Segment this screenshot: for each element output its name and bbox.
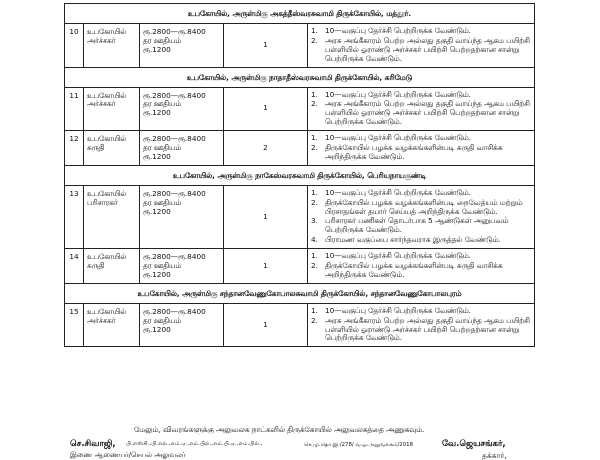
qualification-item: [311, 317, 530, 344]
qualification-number: 1.: [311, 187, 318, 197]
post-name-line: அர்ச்சகர்: [87, 99, 116, 109]
qualification-number: 1.: [311, 251, 318, 261]
qualification-item: [311, 27, 530, 36]
qualification-number: 3.: [311, 216, 318, 226]
temple-name: உபகோயில், அருள்மிகு சந்தானவேணுகோபாலசுவாமி திருக்கோயில், சந்தானவேணுகோபாலபுரம்: [65, 283, 535, 303]
pay-scale-line: ரூ.1200: [143, 206, 171, 216]
qualification-number: 1.: [311, 133, 318, 143]
serial-number: 13: [65, 185, 84, 248]
vacancy-count: 1: [224, 249, 308, 284]
qualification-number: 2.: [311, 315, 318, 325]
pay-scale-line: ரூ.1200: [143, 151, 171, 161]
qualification-text: 10—வகுப்பு தேர்ச்சி பெற்றிருக்க வேண்டும்.: [325, 305, 471, 315]
vacancy-row: [65, 185, 535, 248]
qualification-item: [311, 307, 530, 316]
vacancy-row: [65, 303, 535, 347]
pay-scale-line: ரூ.1200: [143, 269, 171, 279]
qualification-number: 4.: [311, 235, 318, 245]
post-name: [84, 303, 140, 347]
qualification-text: அரசு அங்கீகாரம் பெற்ற அல்லது தகுதி வாய்ந்த ஆகம பயிற்சி பள்ளியில் ஓராண்டு அர்ச்சகர் பயிற்சி பெற்றதற்கான சான்று பெற்றிருக்க வேண்டும்.: [325, 35, 530, 63]
pay-scale-line: ரூ.1200: [143, 108, 171, 118]
qualification-item: [311, 37, 530, 64]
temple-header-row: [65, 67, 535, 87]
pay-scale-line: ரூ.2800—ரூ.8400: [143, 134, 206, 144]
qualification-number: 2.: [311, 99, 318, 109]
serial-number: 11: [65, 87, 84, 131]
qualification-number: 2.: [311, 35, 318, 45]
pay-scale: [140, 131, 224, 166]
signatory-left-title: இணை ஆணையர்/செயல் அலுவலர்: [70, 451, 186, 459]
qualification-number: 1.: [311, 305, 318, 315]
temple-header-row: [65, 283, 535, 303]
qualification-text: திருக்கோயில் பழக்க வழக்கங்களின்படி சுருதி வாசிக்க அறிந்திருக்க வேண்டும்.: [325, 143, 503, 161]
post-name-line: அர்ச்சகர்: [87, 315, 116, 325]
qualification-text: அரசு அங்கீகாரம் பெற்ற அல்லது தகுதி வாய்ந்த ஆகம பயிற்சி பள்ளியில் ஓராண்டு அர்ச்சகர் பயிற்சி பெற்றதற்கான சான்று பெற்றிருக்க வேண்டும்.: [325, 99, 530, 127]
qualification-number: 1.: [311, 26, 318, 35]
qualifications: [308, 249, 535, 284]
pay-scale-line: தர ஊதியம்: [143, 99, 182, 109]
qualification-text: திருக்கோயில் பழக்க வழக்கங்களின்படி நைவேத்யம் மற்றும் பிரசாதங்கள் தயார் செய்யத் அறிந்திருக்க வேண்டும்.: [325, 197, 523, 216]
vacancy-count: 2: [224, 131, 308, 166]
pay-scale-line: தர ஊதியம்: [143, 143, 182, 153]
pay-scale-line: தர ஊதியம்: [143, 197, 182, 207]
pay-scale-line: ரூ.2800—ரூ.8400: [143, 252, 206, 262]
signatory-left-name: செ.சிவாஜி,: [70, 439, 116, 449]
pay-scale: [140, 24, 224, 68]
vacancy-count: 1: [224, 303, 308, 347]
signatory-right-name: வே.ஜெயசங்கர்,: [442, 439, 506, 449]
pay-scale-line: ரூ.1200: [143, 324, 171, 334]
temple-name: உபகோயில், அருள்மிகு நாதாதீஸ்வரசுவாமி திருக்கோயில், கரிமேடு: [65, 67, 535, 87]
qualification-number: 1.: [311, 89, 318, 99]
post-name-line: உபகோயில்: [87, 27, 127, 36]
temple-header-row: [65, 4, 535, 24]
serial-number: 12: [65, 131, 84, 166]
pay-scale: [140, 303, 224, 347]
qualification-text: 10—வகுப்பு தேர்ச்சி பெற்றிருக்க வேண்டும்.: [325, 187, 471, 197]
temple-header-row: [65, 165, 535, 185]
pay-scale-line: தர ஊதியம்: [143, 315, 182, 325]
qualification-number: 2.: [311, 197, 318, 207]
signatory-left-qualifications: பி.எஸ்சி.,பி.எல்.,எம்.ஏ.,எம்.பில்.,எம்.பி.ஏ.,எம்.பில்.,: [126, 441, 263, 447]
temple-name: உபகோயில், அருள்மிகு நாகேஸ்வரசுவாமி திருக்கோயில், பெரியநாயகுண்டி: [65, 165, 535, 185]
vacancy-row: [65, 249, 535, 284]
pay-scale-line: ரூ.2800—ரூ.8400: [143, 188, 206, 198]
post-name-line: சுருதி: [87, 143, 105, 153]
pay-scale: [140, 249, 224, 284]
post-name-line: உபகோயில்: [87, 306, 127, 316]
pay-scale-line: ரூ.1200: [143, 44, 171, 54]
qualification-text: 10—வகுப்பு தேர்ச்சி பெற்றிருக்க வேண்டும்.: [325, 251, 471, 261]
reference-number: செ.மு.தொ.இ./278/ வ.ஓ.அலுவலகம்/2018: [304, 442, 414, 448]
serial-number: 14: [65, 249, 84, 284]
temple-name: உபகோயில், அருள்மிகு அகத்தீஸ்வரசுவாமி திருக்கோயில், மத்தூர்.: [65, 4, 535, 24]
post-name-line: சுருதி: [87, 261, 105, 271]
pay-scale: [140, 185, 224, 248]
qualification-item: [311, 100, 530, 127]
vacancy-count: 1: [224, 24, 308, 68]
qualifications: [308, 185, 535, 248]
qualifications: [308, 87, 535, 131]
qualification-number: 2.: [311, 143, 318, 153]
post-name-line: உபகோயில்: [87, 134, 127, 144]
post-name: [84, 249, 140, 284]
signatory-right-title: தக்கார்,: [482, 451, 507, 460]
post-name: [84, 87, 140, 131]
post-name: [84, 131, 140, 166]
post-name: [84, 185, 140, 248]
qualification-text: 10—வகுப்பு தேர்ச்சி பெற்றிருக்க வேண்டும்.: [325, 26, 471, 35]
pay-scale-line: ரூ.2800—ரூ.8400: [143, 306, 206, 316]
qualification-text: 10—வகுப்பு தேர்ச்சி பெற்றிருக்க வேண்டும்.: [325, 89, 471, 99]
post-name-line: அர்ச்சகர்: [87, 35, 116, 45]
qualification-item: [311, 189, 530, 198]
qualification-text: பிராமண வகுப்பை சார்ந்தவராக இருத்தல் வேண்டும்.: [325, 235, 501, 245]
qualification-item: [311, 252, 530, 261]
post-name-line: பரிசாரகர்: [87, 197, 118, 207]
qualification-item: [311, 144, 530, 162]
pay-scale-line: தர ஊதியம்: [143, 261, 182, 271]
qualification-text: பரிசாரகர் பணிகள் தொடர்பாக 5 ஆண்டுகள் அனுபவம் பெற்றிருக்க வேண்டும்.: [325, 216, 509, 235]
post-name: [84, 24, 140, 68]
pay-scale-line: தர ஊதியம்: [143, 35, 182, 45]
recruitment-notice-document: [64, 3, 534, 460]
vacancy-count: 1: [224, 87, 308, 131]
pay-scale-line: ரூ.2800—ரூ.8400: [143, 27, 206, 36]
footer-note: மேலும், விவரங்களுக்கு அலுவலக நாட்களில் திருக்கோயில் அலுவலகத்தை அணுகவும்.: [134, 425, 425, 434]
qualifications: [308, 24, 535, 68]
qualification-item: [311, 91, 530, 100]
qualification-item: [311, 134, 530, 143]
pay-scale-line: ரூ.2800—ரூ.8400: [143, 90, 206, 100]
qualification-text: திருக்கோயில் பழக்க வழக்கங்களின்படி சுருதி வாசிக்க அறிந்திருக்க வேண்டும்.: [325, 261, 503, 279]
serial-number: 15: [65, 303, 84, 347]
vacancy-count: 1: [224, 185, 308, 248]
post-name-line: உபகோயில்: [87, 188, 127, 198]
qualification-item: [311, 236, 530, 245]
qualification-text: அரசு அங்கீகாரம் பெற்ற அல்லது தகுதி வாய்ந்த ஆகம பயிற்சி பள்ளியில் ஓராண்டு அர்ச்சகர் பயிற்சி பெற்றதற்கான சான்று பெற்றிருக்க வேண்டும்.: [325, 315, 530, 343]
qualification-text: 10—வகுப்பு தேர்ச்சி பெற்றிருக்க வேண்டும்.: [325, 133, 471, 143]
post-name-line: உபகோயில்: [87, 90, 127, 100]
qualifications: [308, 303, 535, 347]
post-name-line: உபகோயில்: [87, 252, 127, 262]
serial-number: 10: [65, 24, 84, 68]
qualification-number: 2.: [311, 261, 318, 271]
vacancy-table: [64, 3, 535, 347]
qualification-item: [311, 199, 530, 217]
vacancy-row: [65, 131, 535, 166]
qualifications: [308, 131, 535, 166]
qualification-item: [311, 262, 530, 280]
vacancy-row: [65, 24, 535, 68]
vacancy-row: [65, 87, 535, 131]
qualification-item: [311, 217, 530, 235]
pay-scale: [140, 87, 224, 131]
